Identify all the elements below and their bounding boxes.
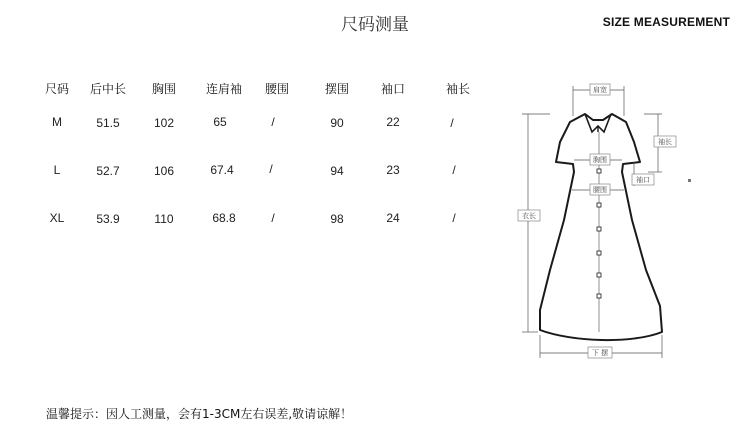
page-title-en: SIZE MEASUREMENT <box>602 15 730 29</box>
label-length: 衣长 <box>522 212 536 220</box>
button-icon <box>597 169 601 173</box>
label-cuff: 袖口 <box>636 176 650 184</box>
table-cell: / <box>271 211 275 225</box>
table-cell: / <box>452 211 456 225</box>
button-icon <box>597 273 601 277</box>
footer-note: 温馨提示：因人工测量，会有1-3CM左右误差,敬请谅解！ <box>46 407 353 421</box>
table-cell: 106 <box>153 164 175 178</box>
table-cell: XL <box>49 211 65 225</box>
table-cell: 51.5 <box>96 116 120 130</box>
page-title: 尺码测量 <box>341 15 409 35</box>
table-cell: 67.4 <box>210 163 234 177</box>
header-back-length: 后中长 <box>89 82 127 96</box>
table-cell: 102 <box>153 116 175 130</box>
button-icon <box>597 203 601 207</box>
label-chest: 胸围 <box>593 156 607 164</box>
table-cell: 23 <box>386 163 400 177</box>
table-cell: 90 <box>330 116 344 130</box>
table-cell: 53.9 <box>96 212 120 226</box>
button-icon <box>597 251 601 255</box>
table-cell: 65 <box>213 115 227 129</box>
table-cell: M <box>52 115 62 129</box>
table-cell: 52.7 <box>96 164 120 178</box>
table-cell: 24 <box>386 211 400 225</box>
button-icon <box>597 227 601 231</box>
table-cell: L <box>53 163 61 177</box>
header-chest: 胸围 <box>151 82 177 96</box>
header-hem: 摆围 <box>324 82 350 96</box>
header-cuff: 袖口 <box>380 82 406 96</box>
table-cell: 110 <box>154 212 174 226</box>
header-waist: 腰围 <box>264 82 290 96</box>
table-cell: / <box>450 116 454 130</box>
label-waist: 腰围 <box>593 186 607 194</box>
garment-diagram <box>510 70 740 370</box>
button-icon <box>597 294 601 298</box>
label-sleeve-length: 袖长 <box>658 138 672 146</box>
table-cell: 94 <box>330 164 344 178</box>
table-cell: / <box>269 162 273 176</box>
label-shoulder: 肩宽 <box>593 86 607 94</box>
header-size: 尺码 <box>44 82 70 96</box>
header-shoulder-sleeve: 连肩袖 <box>205 82 243 96</box>
table-cell: 22 <box>386 115 400 129</box>
label-hem: 下 摆 <box>591 349 609 357</box>
header-sleeve-length: 袖长 <box>445 82 471 96</box>
table-cell: 98 <box>330 212 344 226</box>
table-cell: / <box>452 163 456 177</box>
table-cell: 68.8 <box>212 211 236 225</box>
table-cell: / <box>271 115 275 129</box>
